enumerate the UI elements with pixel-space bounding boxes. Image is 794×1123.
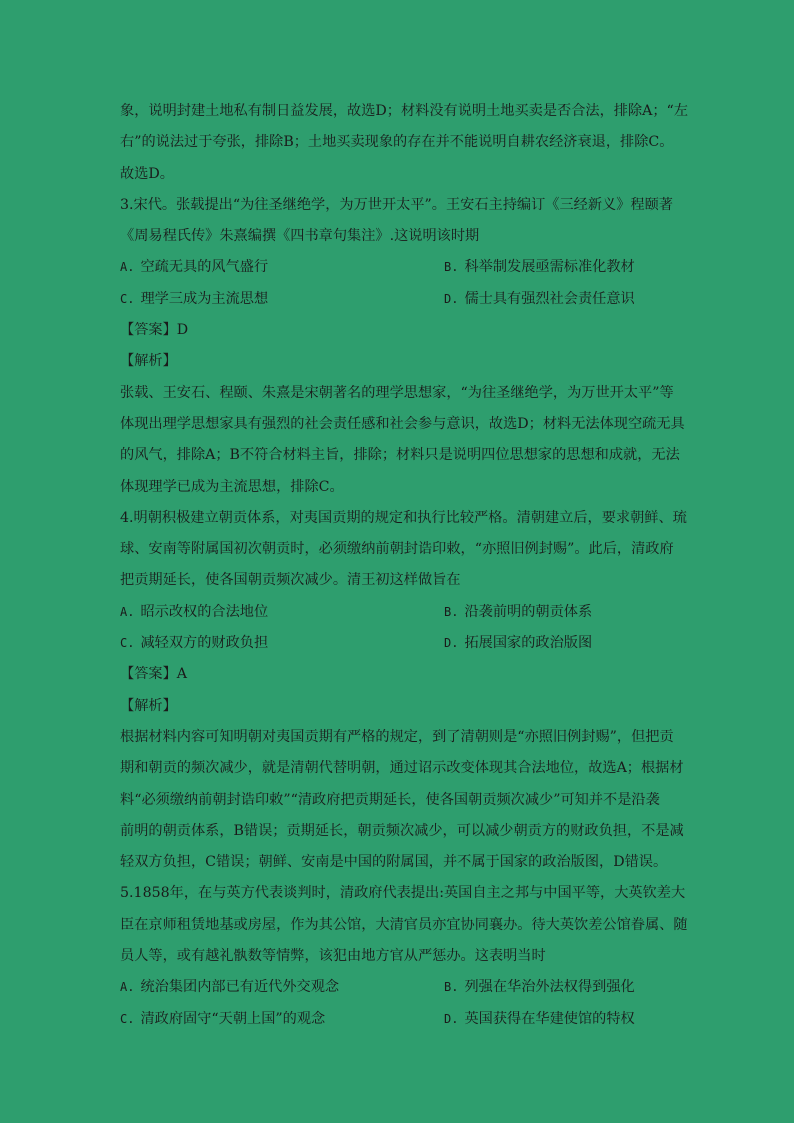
question-4-stem: 把贡期延长，使各国朝贡频次减少。清王初这样做旨在	[120, 572, 461, 589]
analysis-heading: 【解析】	[120, 697, 177, 714]
analysis-line: 期和朝贡的频次减少，就是清朝代替明朝，通过诏示改变体现其合法地位，故选A；根据材	[120, 760, 684, 777]
question-4-options-row	[120, 597, 676, 628]
analysis-line: 体现出理学思想家具有强烈的社会责任感和社会参与意识，故选D；材料无法体现空疏无具	[120, 415, 685, 432]
analysis-line: 的风气，排除A；B不符合材料主旨，排除；材料只是说明四位思想家的思想和成就，无法	[120, 447, 680, 464]
analysis-line: 轻双方负担，C错误；朝鲜、安南是中国的附属国，并不属于国家的政治版图，D错误。	[120, 854, 668, 871]
analysis-line: 料“必须缴纳前朝封诰印敕”“清政府把贡期延长，使各国朝贡频次减少”可知并不是沿袭	[120, 791, 660, 808]
analysis-line: 张载、王安石、程颐、朱熹是宋朝著名的理学思想家，“为往圣继绝学，为万世开太平”等	[120, 384, 674, 401]
analysis-line: 根据材料内容可知明朝对夷国贡期有严格的规定，到了清朝则是“亦照旧例封赐”，但把贡	[120, 728, 674, 745]
text-line: 右”的说法过于夸张，排除B；土地买卖现象的存在并不能说明自耕农经济衰退，排除C。	[120, 134, 674, 151]
analysis-line: 体现理学已成为主流思想，排除C。	[120, 478, 344, 495]
option-c: C. 清政府固守“天朝上国”的观念	[120, 1010, 326, 1027]
question-4-options-row	[120, 628, 676, 659]
text-line: 象，说明封建土地私有制日益发展，故选D；材料没有说明土地买卖是否合法，排除A；“左	[120, 103, 689, 119]
option-d: D. 拓展国家的政治版图	[444, 635, 593, 652]
question-5-options-row	[120, 1004, 676, 1035]
option-a: A. 昭示改权的合法地位	[120, 603, 269, 620]
option-d: D. 儒士具有强烈社会责任意识	[444, 290, 635, 307]
question-4-stem: 球、安南等附属国初次朝贡时，必须缴纳前朝封诰印敕，“亦照旧例封赐”。此后，清政府	[120, 541, 674, 558]
answer-label: 【答案】A	[120, 666, 187, 683]
question-5-options-row	[120, 972, 676, 1003]
question-4-stem: 4.明朝积极建立朝贡体系，对夷国贡期的规定和执行比较严格。清朝建立后，要求朝鲜、琉	[120, 509, 687, 526]
analysis-heading: 【解析】	[120, 353, 177, 370]
question-5-stem: 臣在京师租赁地基或房屋，作为其公馆，大清官员亦宜协同襄办。待大英饮差公馆眷属、随	[120, 916, 688, 933]
question-3-stem: 3.宋代。张载提出“为往圣继绝学，为万世开太平”。王安石主持编订《三经新义》程颐著	[120, 196, 673, 213]
question-5-stem: 员人等，或有越礼骫数等情弊，该犯由地方官从严惩办。这表明当时	[120, 948, 546, 965]
question-5-stem: 5.1858年，在与英方代表谈判时，清政府代表提出:英国自主之邦与中国平等，大英钦差大	[120, 885, 686, 902]
option-b: B. 列强在华治外法权得到强化	[444, 979, 635, 996]
option-d: D. 英国获得在华建使馆的特权	[444, 1010, 635, 1027]
option-b: B. 沿袭前明的朝贡体系	[444, 603, 593, 620]
analysis-line: 前明的朝贡体系，B错误；贡期延长，朝贡频次减少，可以减少朝贡方的财政负担，不是减	[120, 822, 684, 839]
option-a: A. 空疏无具的风气盛行	[120, 259, 269, 276]
question-3-stem: 《周易程氏传》朱熹编撰《四书章句集注》.这说明该时期	[120, 228, 480, 245]
option-c: C. 理学三成为主流思想	[120, 290, 269, 307]
text-line: 故选D。	[120, 165, 174, 182]
document-body	[120, 96, 689, 1035]
option-c: C. 减轻双方的财政负担	[120, 635, 269, 652]
question-3-options-row	[120, 252, 676, 283]
answer-label: 【答案】D	[120, 322, 189, 339]
option-a: A. 统治集团内部已有近代外交观念	[120, 979, 340, 996]
option-b: B. 科举制发展亟需标准化教材	[444, 259, 635, 276]
question-3-options-row	[120, 284, 676, 315]
